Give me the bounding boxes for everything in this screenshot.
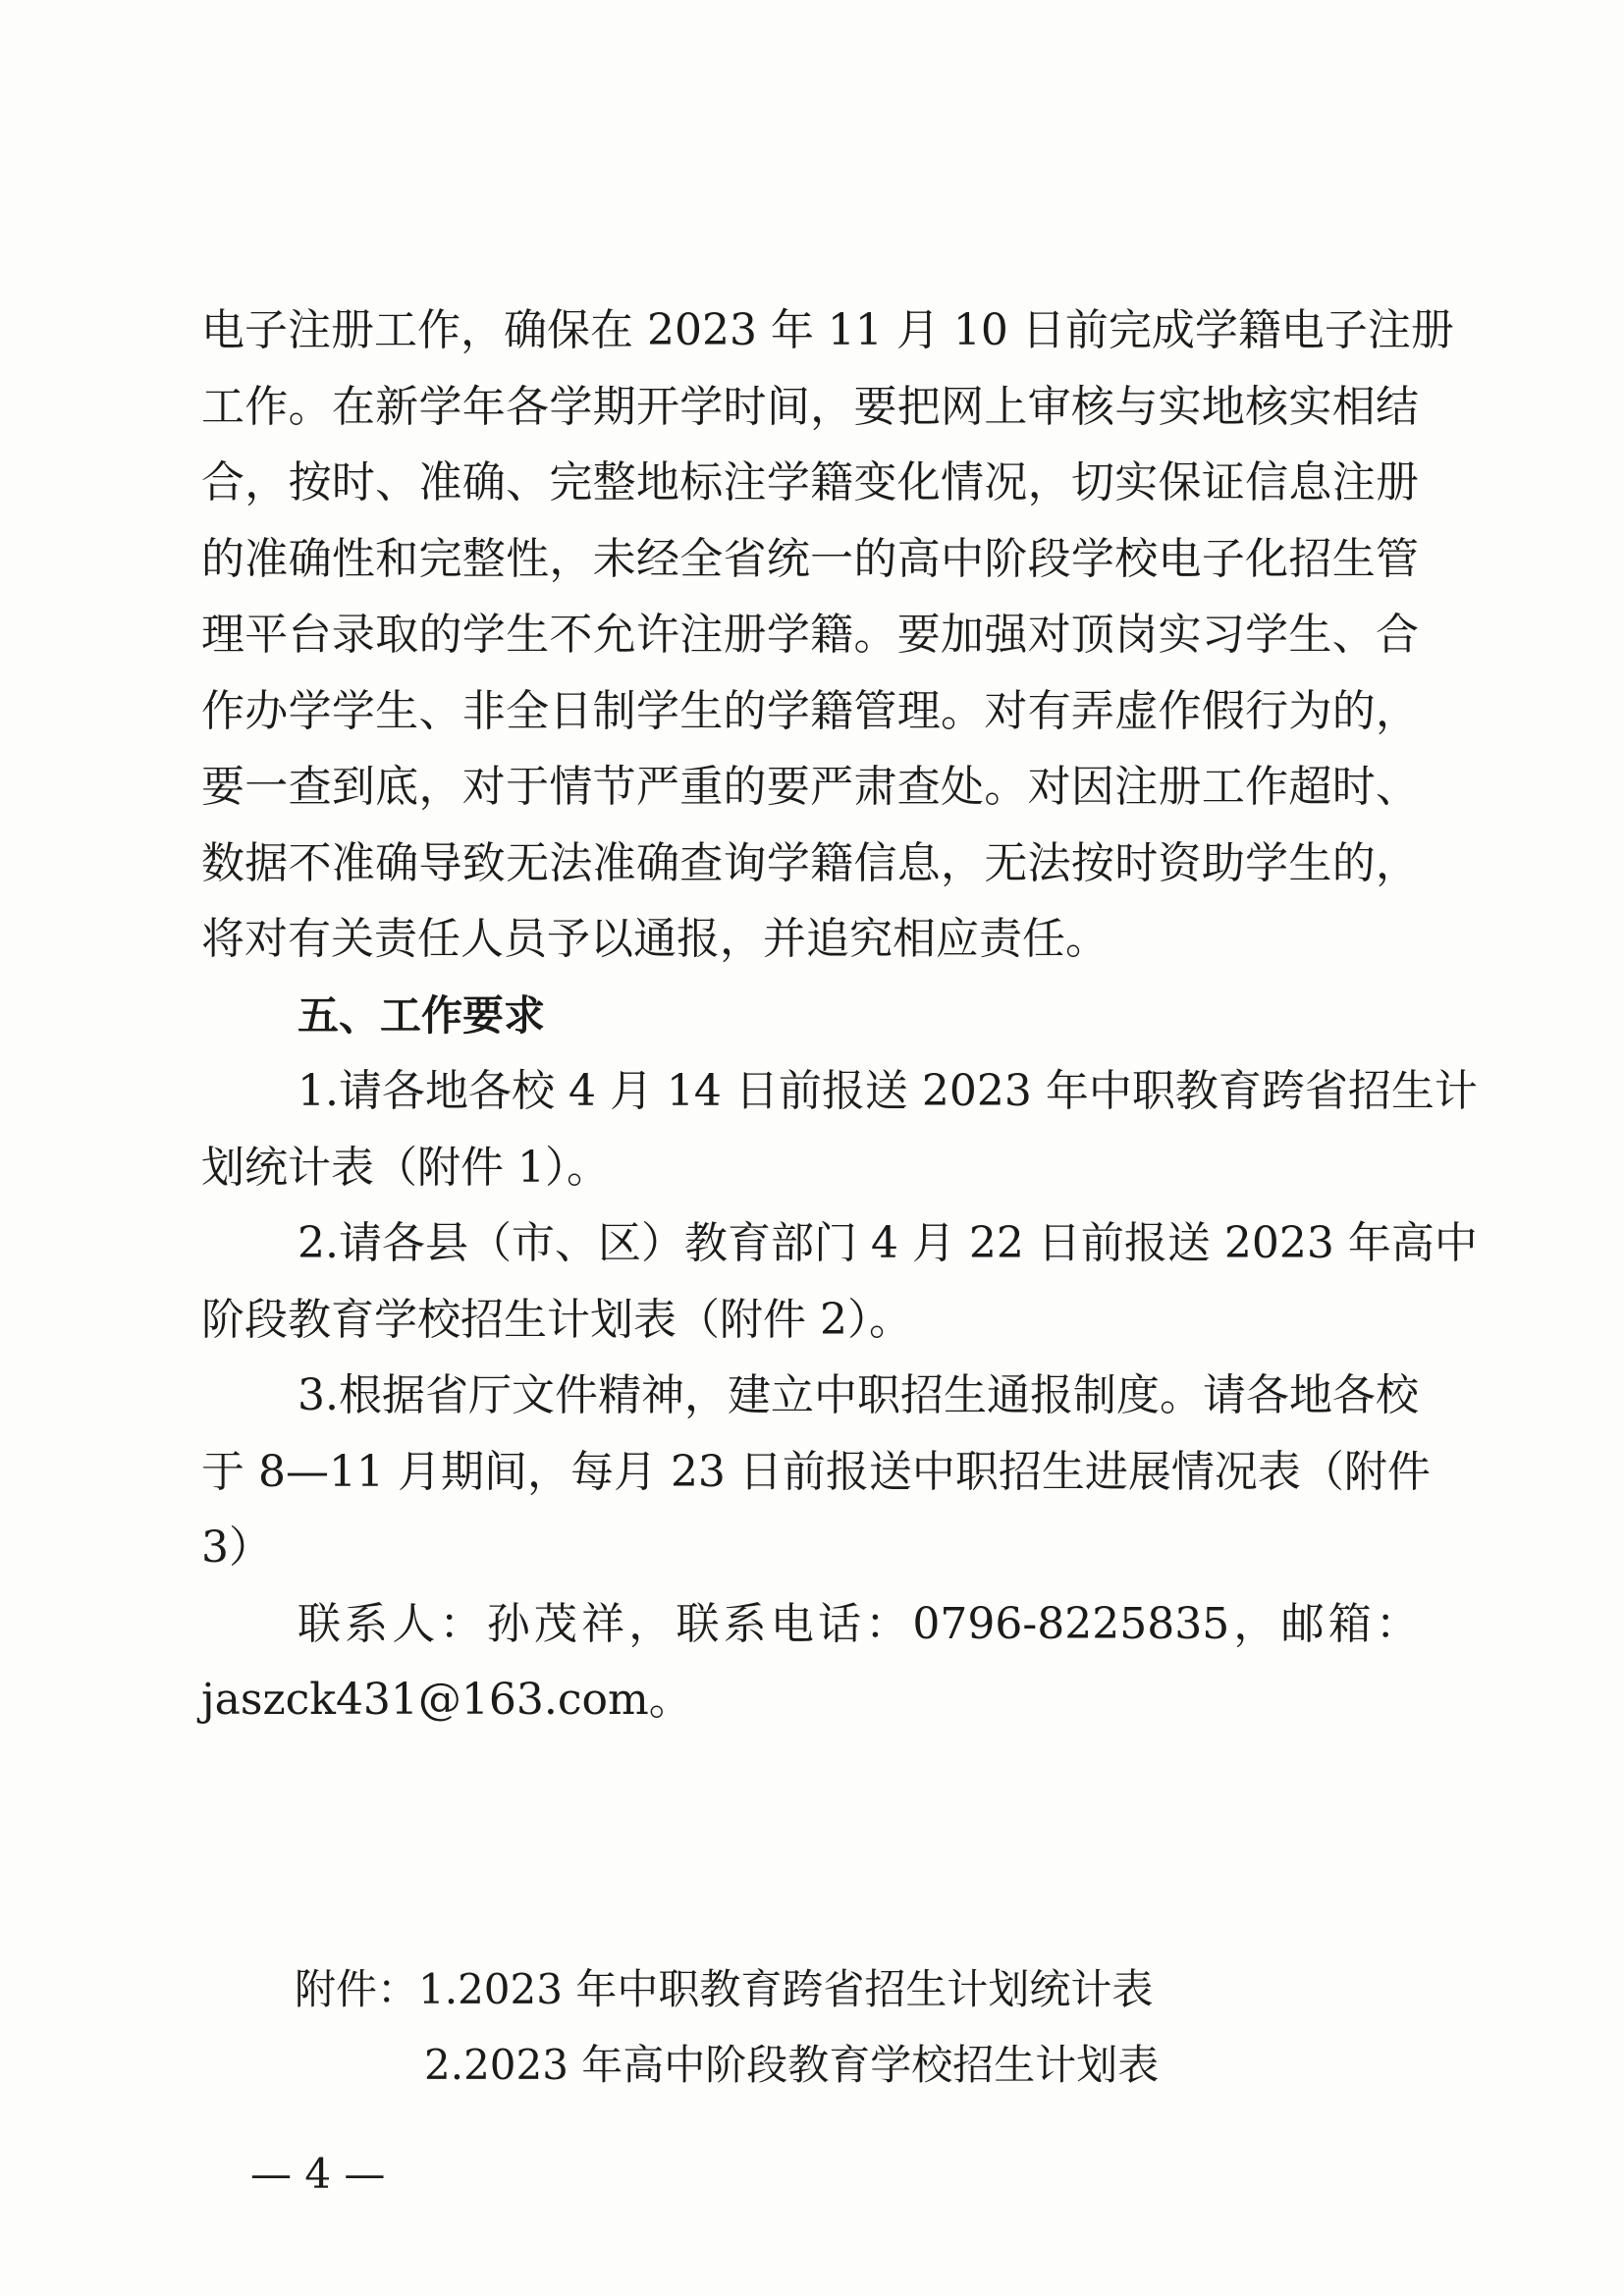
requirement-item-1 [201,1053,1478,1205]
contact-line: 联系人：孙茂祥，联系电话：0796-8225835，邮箱： [298,1598,1419,1649]
text-line: 将对有关责任人员予以通报，并追究相应责任。 [201,914,1109,964]
attachment-item [295,2027,1159,2103]
attachments-list [295,1951,1159,2103]
text-line: 理平台录取的学生不允许注册学籍。要加强对顶岗实习学生、合 [201,610,1419,660]
text-line: 的准确性和完整性，未经全省统一的高中阶段学校电子化招生管 [201,533,1419,584]
requirement-item-2 [201,1205,1478,1358]
section-heading: 五、工作要求 [298,990,546,1040]
text-line: 合，按时、准确、完整地标注学籍变化情况，切实保证信息注册 [201,457,1419,507]
text-line: 3） [201,1522,272,1573]
text-line: 作办学学生、非全日制学生的学籍管理。对有弄虚作假行为的， [201,685,1419,736]
text-line: 3.根据省厅文件精神，建立中职招生通报制度。请各地各校 [298,1370,1419,1420]
page-number: — 4 — [250,2150,386,2198]
contact-info [201,1586,1419,1738]
text-line: 工作。在新学年各学期开学时间，要把网上审核与实地核实相结 [201,381,1419,432]
document-body [201,293,1478,1738]
text-line: 电子注册工作，确保在 2023 年 11 月 10 日前完成学籍电子注册 [201,305,1454,355]
text-line: 要一查到底，对于情节严重的要严肃查处。对因注册工作超时、 [201,762,1419,812]
text-line: 2.请各县（市、区）教育部门 4 月 22 日前报送 2023 年高中 [298,1218,1478,1268]
text-line: 1.请各地各校 4 月 14 日前报送 2023 年中职教育跨省招生计 [298,1066,1478,1116]
text-line: 于 8—11 月期间，每月 23 日前报送中职招生进展情况表（附件 [201,1446,1431,1497]
text-line: 阶段教育学校招生计划表（附件 2）。 [201,1294,912,1345]
attachment-item [295,1951,1159,2027]
contact-email: jaszck431@163.com。 [201,1675,692,1725]
attachments-label: 附件： [295,1965,419,2013]
paragraph-student-registration [201,293,1454,978]
requirement-item-3 [201,1358,1431,1586]
text-line: 划统计表（附件 1）。 [201,1142,610,1193]
attachment-title: 1.2023 年中职教育跨省招生计划统计表 [418,1965,1154,2013]
text-line: 数据不准确导致无法准确查询学籍信息，无法按时资助学生的， [201,837,1419,888]
attachment-title: 2.2023 年高中阶段教育学校招生计划表 [424,2041,1160,2089]
